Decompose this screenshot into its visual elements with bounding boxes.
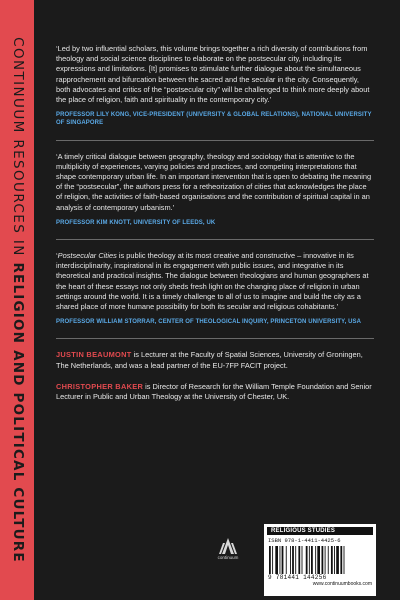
series-title-main: RELIGION AND POLITICAL CULTURE [9,262,26,563]
publisher-name: continuum [217,555,239,560]
endorsement-3-text: is public theology at its most creative and constructive – innovative in its interdisciplinarity, inspirational in its engagement with public issues, and integrative in its theoretical and practical insights. The dialogue between theologians and human geographers at the heart of these essays not only sheds fresh light on the changing place of religion in urban settings around the world. It is a timely challenge to all of us to imagine and build the city as a shared place of more humane possibility for both its secular and religious cohabitants.’ [56,250,369,311]
endorsement-1-attribution: PROFESSOR LILY KONG, VICE-PRESIDENT (UNIVERSITY & GLOBAL RELATIONS), NATIONAL UNIVERSITY OF SINGAPORE [56,112,372,127]
publisher-url: www.continuumbooks.com [312,581,372,587]
back-cover-content [56,44,374,413]
author-name: CHRISTOPHER BAKER [56,381,144,391]
barcode-digits: 9 781441 144256 [268,574,327,581]
isbn-text: ISBN 978-1-4411-4425-6 [268,537,341,544]
endorsement-1-text: ‘Led by two influential scholars, this volume brings together a rich diversity of contributions from theology and social science disciplines to elaborate on the postsecular city, including its expressions and limitations. [It] promises to stimulate further dialogue about the simultaneous rapprochement and bifurcation between the sacred and the secular in the city. Consequently, both advocates and critics of the “postsecular city” will be challenged to think more deeply about the place of religion, faith and spirituality in the contemporary city.’ [56,44,370,105]
subject-label: RELIGIOUS STUDIES [267,527,373,535]
author-bio-text: is Director of Research for the William Temple Foundation and Senior Lecturer in Public and Urban Theology at the University of Chester, UK. [56,381,372,401]
endorsement-2 [56,152,374,227]
divider [56,140,374,141]
divider [56,338,374,339]
author-bio-2 [56,382,374,402]
author-bio-text: is Lecturer at the Faculty of Spatial Sciences, University of Groningen, The Netherlands, and was a lead partner of the EU-7FP FACIT project. [56,350,363,370]
endorsement-3: ‘Postsecular Cities is public theology at its most creative and constructive – innovative in its interdisciplinarity, inspirational in its engagement with public issues, and integrative in its theoretical and practical insights. The dialogue between theologians and human geographers at the heart of these essays not only sheds fresh light on the changing place of religion in urban settings around the world. It is a timely challenge to all of us to imagine and build the city as a shared place of more humane possibility for both its secular and religious cohabitants.’ PROFESSOR WILLIAM STORRAR, CENTER OF THEOLOGICAL INQUIRY, PRINCETON UNIVERSITY, USA [56,251,374,326]
endorsement-1 [56,44,374,128]
author-name: JUSTIN BEAUMONT [56,350,132,360]
endorsement-2-attribution: PROFESSOR KIM KNOTT, UNIVERSITY OF LEEDS, UK [56,219,216,226]
series-title-prefix: CONTINUUM RESOURCES IN [9,37,26,257]
publisher-logo [214,538,242,560]
series-title [10,37,24,563]
endorsement-3-attribution: PROFESSOR WILLIAM STORRAR, CENTER OF THEOLOGICAL INQUIRY, PRINCETON UNIVERSITY, USA [56,319,362,326]
endorsement-2-text: ‘A timely critical dialogue between geography, theology and sociology that is attentive to the multiplicity of experiences, varying policies and practices, and competing interpretations that shape contemporary urban life. In an important intervention that is open to debating the meaning of the “postsecular”, the authors press for a retheorization of cities that acknowledges the place of religion, the activities of faith-based organisations and the contribution of spiritual capital in an analysis of contemporary urbanism.’ [56,151,372,212]
publisher-logo-icon [216,538,240,554]
barcode-panel [264,524,376,596]
divider [56,239,374,240]
spine-band [0,0,34,600]
barcode-icon [268,546,372,574]
book-title: Postsecular Cities [57,250,117,260]
author-bio-1 [56,350,374,370]
